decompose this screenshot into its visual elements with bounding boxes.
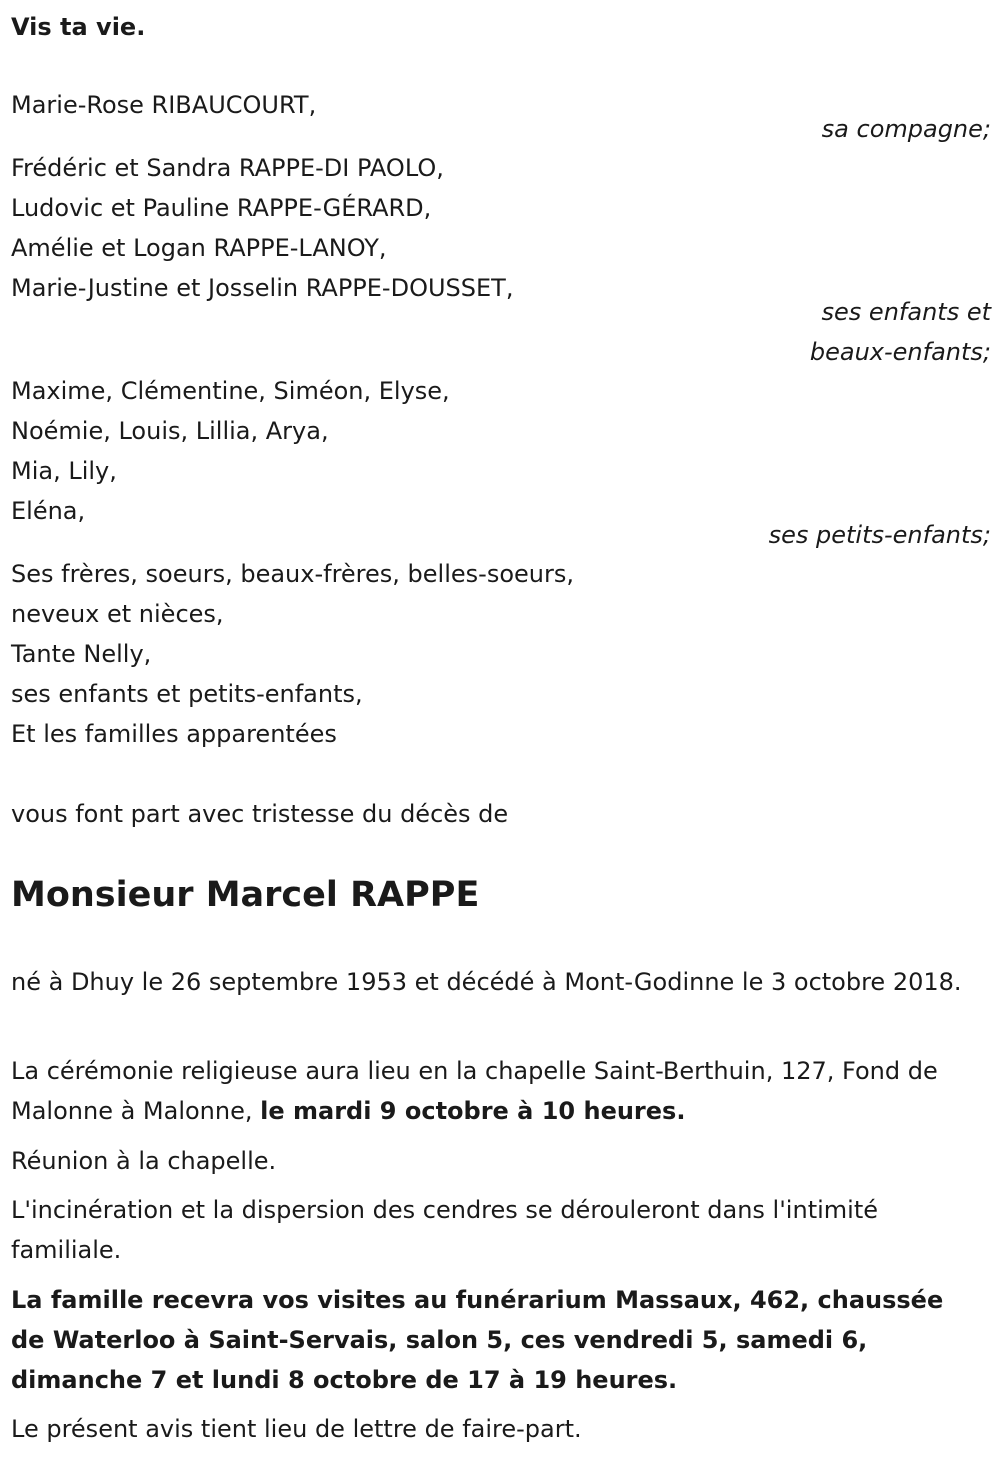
grandchild-line: Noémie, Louis, Lillia, Arya, (11, 417, 329, 445)
relatives-section (11, 554, 991, 754)
partner-name: Marie-Rose RIBAUCOURT, (11, 91, 317, 119)
children-role-line-1: ses enfants et (821, 298, 991, 326)
child-line: Frédéric et Sandra RAPPE-DI PAOLO, (11, 154, 444, 182)
grandchildren-role: ses petits-enfants; (768, 521, 991, 549)
grandchild-line: Mia, Lily, (11, 457, 117, 485)
child-line: Amélie et Logan RAPPE-LANOY, (11, 234, 387, 262)
visits-paragraph: La famille recevra vos visites au funérarium Massaux, 462, chaussée de Waterloo à Saint-Servais, salon 5, ces vendredi 5, samedi 6, dimanche 7 et lundi 8 octobre de 17 à 19 heures. (11, 1286, 944, 1394)
relative-line: Ses frères, soeurs, beaux-frères, belles-soeurs, (11, 560, 574, 588)
deceased-name: Monsieur Marcel RAPPE (11, 875, 480, 915)
ceremony-text: La cérémonie religieuse aura lieu en la chapelle Saint-Berthuin, 127, Fond de Malonne à Malonne, (11, 1057, 938, 1125)
relative-line: ses enfants et petits-enfants, (11, 680, 363, 708)
ceremony-date: le mardi 9 octobre à 10 heures. (260, 1097, 686, 1125)
children-role-line-2: beaux-enfants; (809, 338, 991, 366)
grandchild-line: Eléna, (11, 497, 86, 525)
relative-line: neveux et nièces, (11, 600, 224, 628)
motto: Vis ta vie. (11, 13, 146, 41)
birth-death-paragraph: né à Dhuy le 26 septembre 1953 et décédé à Mont-Godinne le 3 octobre 2018. (11, 968, 962, 996)
cremation-paragraph: L'incinération et la dispersion des cendres se dérouleront dans l'intimité familiale. (11, 1196, 878, 1264)
partner-role-block (11, 109, 991, 149)
announcement: vous font part avec tristesse du décès de (11, 800, 509, 828)
grandchild-line: Maxime, Clémentine, Siméon, Elyse, (11, 377, 450, 405)
child-line: Marie-Justine et Josselin RAPPE-DOUSSET, (11, 274, 514, 302)
meeting-paragraph: Réunion à la chapelle. (11, 1147, 277, 1175)
child-line: Ludovic et Pauline RAPPE-GÉRARD, (11, 194, 432, 222)
grandchildren-role-block (11, 515, 991, 555)
ceremony-paragraph (11, 1051, 983, 1131)
relative-line: Et les familles apparentées (11, 720, 337, 748)
children-section (11, 148, 991, 308)
children-role-block (11, 292, 991, 372)
closing-paragraph: Le présent avis tient lieu de lettre de faire-part. (11, 1415, 582, 1443)
partner-role: sa compagne; (821, 115, 991, 143)
grandchildren-section (11, 371, 991, 531)
obituary-notice (11, 0, 991, 1465)
relative-line: Tante Nelly, (11, 640, 152, 668)
